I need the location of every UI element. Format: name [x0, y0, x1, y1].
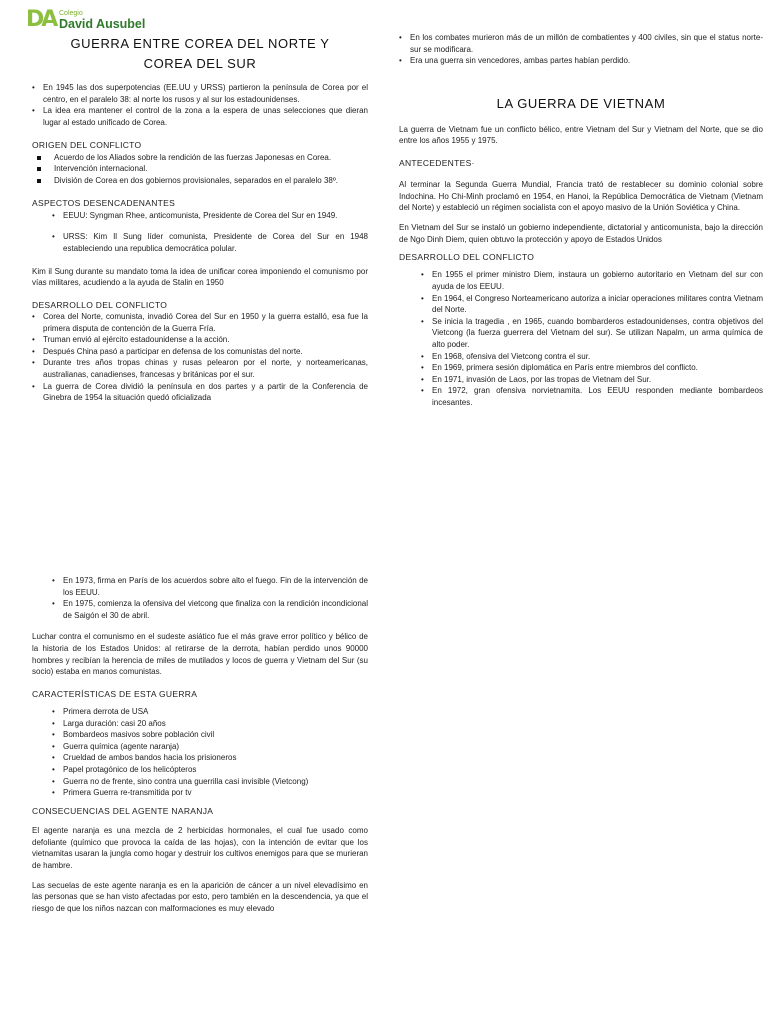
list-item: • Corea del Norte, comunista, invadió Corea del Sur en 1950 y la guerra estalló, esa fue la primera disputa de contención de la Guerra Fría. — [32, 311, 368, 334]
list-item: Intervención internacional. — [32, 163, 368, 175]
logo-school-name: David Ausubel — [59, 17, 146, 31]
list-item: • En 1955 el primer ministro Diem, instaura un gobierno autoritario en Vietnam del sur con ayuda de los EEUU. — [421, 269, 763, 292]
caracteristicas-list — [32, 706, 368, 799]
agente-paragraph-1: El agente naranja es una mezcla de 2 herbicidas hormonales, el cual fue usado como defoliante (químico que provoca la caída de las hojas), con la intención de evitar que los vietnamitas usaran la jungla como hogar y destruir los cultivos enemigos para que se murieran de hambre. — [32, 826, 368, 870]
list-item: • Primera Guerra re-transmitida por tv — [52, 787, 368, 799]
list-item: • Primera derrota de USA — [52, 706, 368, 718]
list-item: • Larga duración: casi 20 años — [52, 718, 368, 730]
korea-title — [32, 34, 368, 74]
vietnam-title: LA GUERRA DE VIETNAM — [496, 95, 666, 111]
list-item: • En 1968, ofensiva del Vietcong contra el sur. — [421, 351, 763, 363]
list-item: • En 1969, primera sesión diplomática en París entre miembros del conflicto. — [421, 362, 763, 374]
consecuencias-heading: CONSECUENCIAS DEL AGENTE NARANJA — [32, 805, 214, 816]
list-item: • URSS: Kim Il Sung líder comunista, Presidente de Corea del Sur en 1948 estableciendo una republica democrática polular. — [52, 231, 368, 254]
korea-title-line1: GUERRA ENTRE COREA DEL NORTE Y — [70, 36, 330, 51]
right-column — [399, 32, 763, 409]
aspectos-list — [32, 210, 368, 255]
list-item: • En 1972, gran ofensiva norvietnamita. Los EEUU responden mediante bombardeos incesantes. — [421, 385, 763, 408]
list-item: • En 1945 las dos superpotencias (EE.UU y URSS) partieron la península de Corea por el centro, en el paralelo 38: al norte los rusos y al sur los estadounidenses. — [32, 82, 368, 105]
list-item: División de Corea en dos gobiernos provisionales, separados en el paralelo 38º. — [32, 175, 368, 187]
list-item: • Durante tres años tropas chinas y rusas pelearon por el norte, y norteamericanas, australianas, canadienses, francesas y británicas por el sur. — [32, 357, 368, 380]
list-item: • Era una guerra sin vencedores, ambas partes habían perdido. — [399, 55, 763, 67]
korea-intro-list — [32, 82, 368, 128]
caracteristicas-heading: CARACTERÍSTICAS DE ESTA GUERRA — [32, 688, 198, 699]
list-item: • Guerra no de frente, sino contra una guerrilla casi invisible (Vietcong) — [52, 776, 368, 788]
bottom-column — [32, 575, 368, 914]
antecedentes-paragraph-2: En Vietnam del Sur se instaló un gobierno independiente, dictatorial y anticomunista, bajo la dirección de Ngo Dinh Diem, quien obtuvo la protección y apoyo de Estados Unidos — [399, 222, 763, 244]
aspectos-heading: ASPECTOS DESENCADENANTES — [32, 198, 176, 209]
list-item: • Truman envió al ejército estadounidense a la acción. — [32, 334, 368, 346]
left-column — [32, 34, 368, 404]
list-item: • En los combates murieron más de un millón de combatientes y 400 civiles, sin que el status norte-sur se modificara. — [399, 32, 763, 55]
korea-title-line2: COREA DEL SUR — [143, 56, 257, 71]
list-item: • Papel protagónico de los helicópteros — [52, 764, 368, 776]
list-item: • En 1975, comienza la ofensiva del vietcong que finaliza con la rendición incondicional de Saigón el 30 de abril. — [52, 598, 368, 621]
list-item: • En 1973, firma en París de los acuerdos sobre alto el fuego. Fin de la intervención de los EEUU. — [52, 575, 368, 598]
agente-paragraph-2: Las secuelas de este agente naranja es en la aparición de cáncer a un nivel elevadísimo en las personas que se han visto afectadas por esto, pero también en la descendencia, ya que el riesgo de que los niños nazcan con malformaciones es muy elevado — [32, 880, 368, 913]
antecedentes-paragraph-1: Al terminar la Segunda Guerra Mundial, Francia trató de restablecer su dominio colonial sobre Indochina. Ho Chi-Minh proclamó en 1954, en Hanoi, la República Democrática de Vietnam (Vietnam del Norte) y estableció un régimen socialista con el apoyo masivo de la Unión Soviética y China. — [399, 180, 763, 213]
vietnam-final-list — [32, 575, 368, 621]
korea-continuation-list — [399, 32, 763, 67]
list-item: • Bombardeos masivos sobre población civil — [52, 729, 368, 741]
list-item: • Guerra química (agente naranja) — [52, 741, 368, 753]
logo-school-label: Colegio — [59, 10, 83, 17]
vietnam-desarrollo-list — [399, 269, 763, 408]
list-item: • Crueldad de ambos bandos hacia los prisioneros — [52, 752, 368, 764]
korea-desarrollo-list — [32, 311, 368, 404]
kim-paragraph: Kim il Sung durante su mandato toma la idea de unificar corea imponiendo el comunismo por vías militares, acudiendo a la ayuda de Stalin en 1950 — [32, 266, 368, 288]
vietnam-desarrollo-heading: DESARROLLO DEL CONFLICTO — [399, 252, 535, 263]
list-item: • La idea era mantener el control de la zona a la espera de unas selecciones que dieran lugar al estado unificado de Corea. — [32, 105, 368, 128]
list-item: • Después China pasó a participar en defensa de los comunistas del norte. — [32, 346, 368, 358]
origen-heading: ORIGEN DEL CONFLICTO — [32, 140, 142, 151]
logo-mark: DA — [26, 7, 56, 32]
list-item: • EEUU: Syngman Rhee, anticomunista, Presidente de Corea del Sur en 1949. — [52, 210, 368, 222]
list-item: • En 1964, el Congreso Norteamericano autoriza a iniciar operaciones militares contra Vietnam del Norte. — [421, 293, 763, 316]
list-item: Acuerdo de los Aliados sobre la rendición de las fuerzas Japonesas en Corea. — [32, 152, 368, 164]
antecedentes-heading: ANTECEDENTES· — [399, 157, 475, 168]
list-item: • En 1971, invasión de Laos, por las tropas de Vietnam del Sur. — [421, 374, 763, 386]
school-logo — [26, 8, 186, 34]
list-item: • Se inicia la tragedia , en 1965, cuando bombarderos estadounidenses, contra objetivos del Vietcong (la fuerza guerrera del Vietnam del sur). Se utilizan Napalm, un arma química de alto poder. — [421, 316, 763, 351]
korea-desarrollo-heading: DESARROLLO DEL CONFLICTO — [32, 299, 168, 310]
luchar-paragraph: Luchar contra el comunismo en el sudeste asiático fue el más grave error político y bélico de la historia de los Estados Unidos: al retirarse de la derrota, habían perdido unos 90000 hombres y recibían la herencia de miles de mutilados y locos de guerra y Vietnam del Sur (su socio) estaba en manos comunistas. — [32, 632, 368, 677]
list-item: • La guerra de Corea dividió la península en dos partes y a partir de la Conferencia de Ginebra de 1954 la situación quedó oficializada — [32, 381, 368, 404]
vietnam-intro: La guerra de Vietnam fue un conflicto bélico, entre Vietnam del Sur y Vietnam del Norte, que se dio entre los años 1955 y 1975. — [399, 124, 763, 146]
origen-list — [32, 152, 368, 187]
